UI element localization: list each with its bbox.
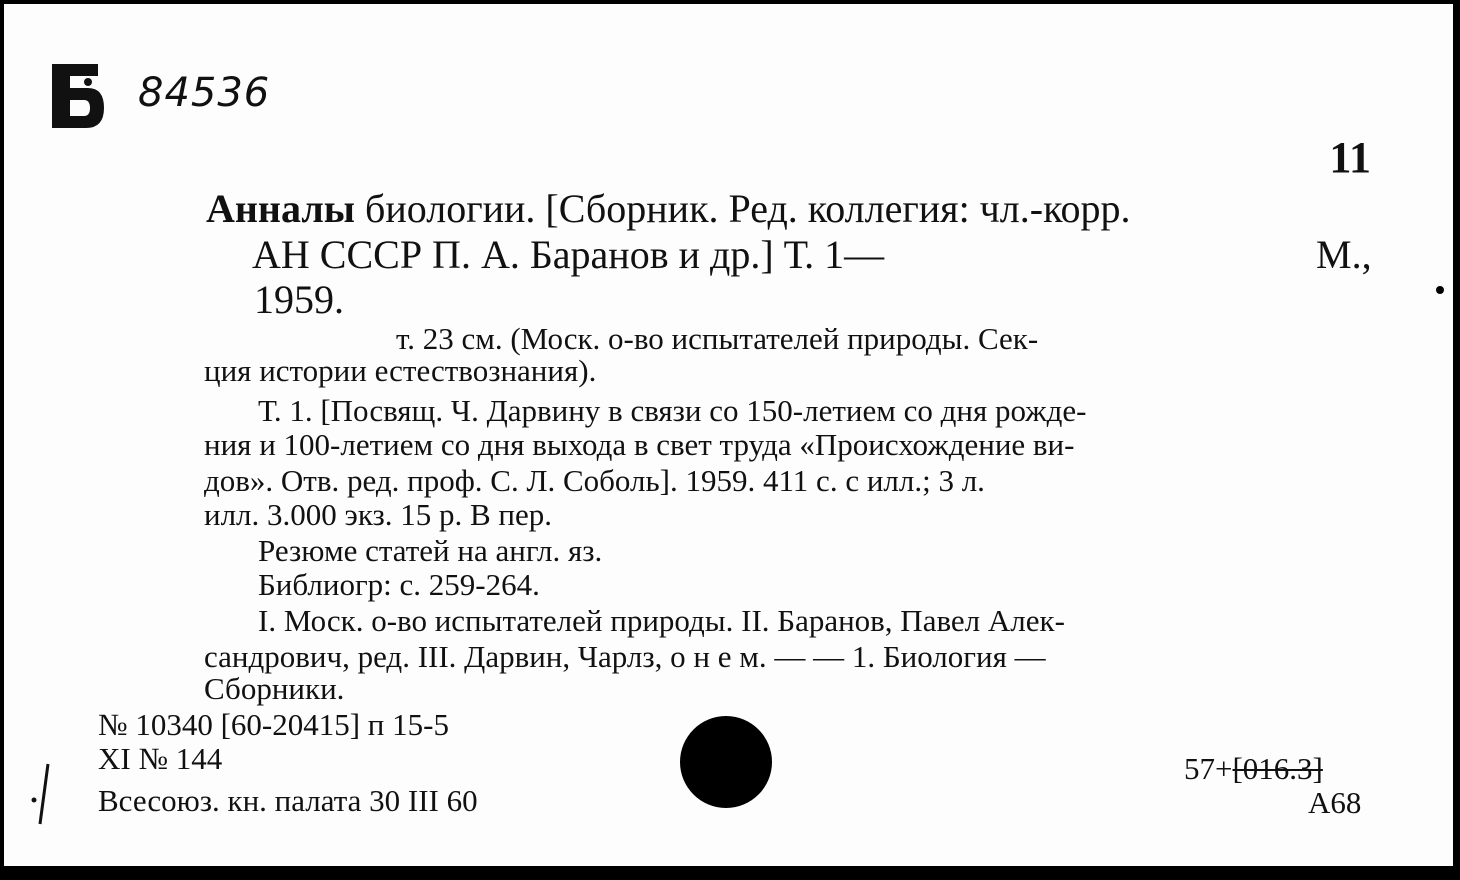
heading-year: 1959. [254,277,344,322]
classification-prefix: 57+ [1184,751,1233,786]
body-line-11: Сборники. [204,671,345,706]
footer-line-2: XI № 144 [98,741,223,776]
handwritten-accession-number: 84536 [138,70,271,116]
classification-code: А68 [1308,785,1362,820]
title-bold-word: Анналы [206,186,356,231]
title-line-1-rest: биологии. [Сборник. Ред. коллегия: чл.-корр. [355,186,1131,231]
heading-line-1 [206,184,1130,234]
body-line-4: ния и 100-летием со дня выхода в свет труда «Происхождение ви- [204,427,1075,462]
classification-struck: [016.3] [1232,751,1323,786]
heading-place: М., [1316,232,1372,277]
classification-line [1184,752,1323,786]
heading-line-2: АН СССР П. А. Баранов и др.] Т. 1— [252,232,885,277]
body-line-8: Библиогр: с. 259-264. [258,567,540,602]
body-line-5: дов». Отв. ред. проф. С. Л. Соболь]. 1959. 411 с. с илл.; 3 л. [204,463,985,498]
body-line-3: Т. 1. [Посвящ. Ч. Дарвину в связи со 150-летием со дня рожде- [258,393,1087,428]
body-line-2: ция истории естествознания). [204,353,597,388]
footer-line-1: № 10340 [60-20415] п 15-5 [98,707,449,742]
library-stamp-icon [48,60,108,132]
body-line-10: сандрович, ред. III. Дарвин, Чарлз, о н е м. — — 1. Биология — [204,639,1046,674]
punch-hole [680,716,772,808]
footer-line-3: Всесоюз. кн. палата 30 III 60 [98,783,478,818]
body-line-7: Резюме статей на англ. яз. [258,533,603,568]
body-line-6: илл. 3.000 экз. 15 р. В пер. [204,497,553,532]
body-line-9: I. Моск. о-во испытателей природы. II. Баранов, Павел Алек- [258,603,1065,638]
card-number: 11 [1329,133,1371,182]
body-line-1: т. 23 см. (Моск. о-во испытателей природы. Сек- [396,321,1039,356]
catalog-card [4,4,1453,866]
scan-speck [1436,286,1444,294]
pencil-mark-icon [30,760,54,830]
